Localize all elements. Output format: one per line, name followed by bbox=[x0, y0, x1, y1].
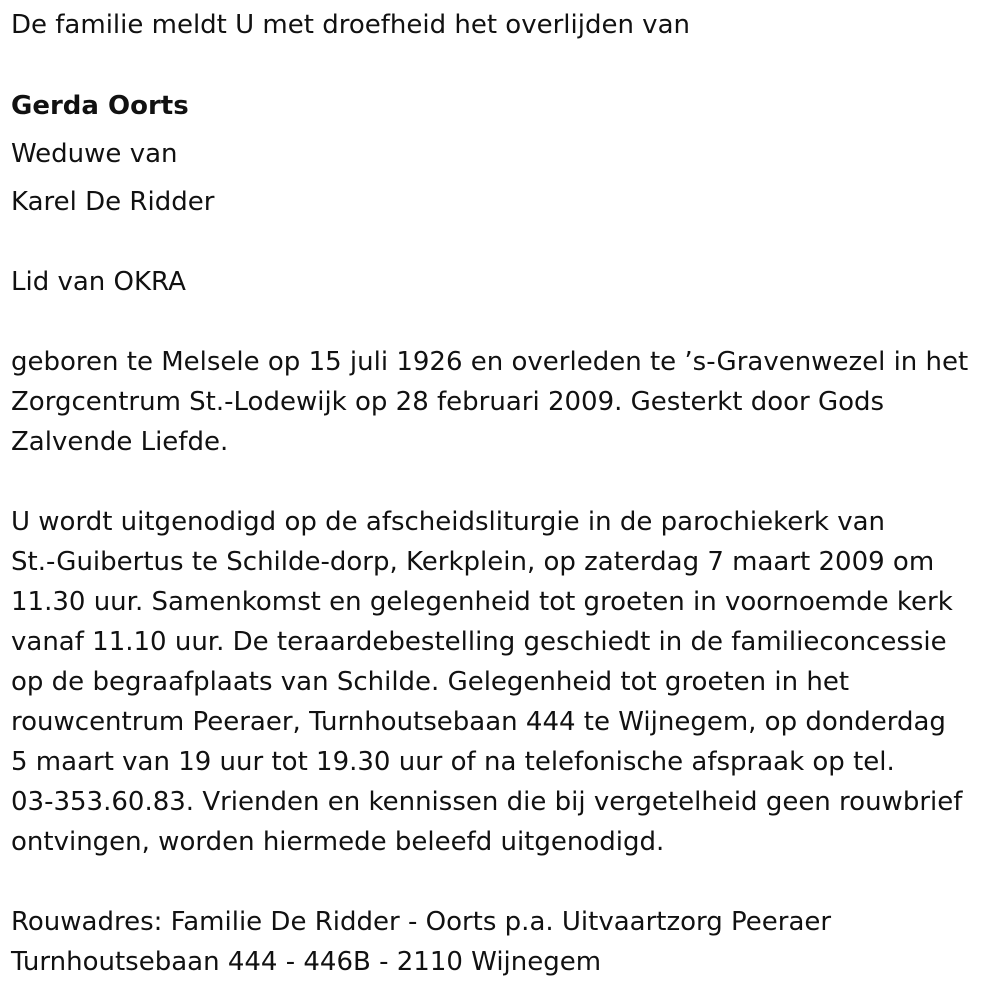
deceased-name: Gerda Oorts bbox=[11, 91, 189, 121]
spouse-name: Karel De Ridder bbox=[11, 187, 215, 217]
paragraph-line: vanaf 11.10 uur. De teraardebestelling geschiedt in de familieconcessie bbox=[11, 627, 947, 657]
address-line: Turnhoutsebaan 444 - 446B - 2110 Wijnegem bbox=[11, 947, 602, 977]
paragraph-line: ontvingen, worden hiermede beleefd uitgenodigd. bbox=[11, 827, 665, 857]
ceremony-paragraph bbox=[11, 502, 996, 862]
membership-text: Lid van OKRA bbox=[11, 267, 186, 297]
paragraph-line: St.-Guibertus te Schilde-dorp, Kerkplein, op zaterdag 7 maart 2009 om bbox=[11, 547, 935, 577]
paragraph-line: rouwcentrum Peeraer, Turnhoutsebaan 444 te Wijnegem, op donderdag bbox=[11, 707, 946, 737]
address-line: Rouwadres: Familie De Ridder - Oorts p.a. Uitvaartzorg Peeraer bbox=[11, 907, 832, 937]
paragraph-line: geboren te Melsele op 15 juli 1926 en overleden te ’s-Gravenwezel in het bbox=[11, 347, 969, 377]
address-paragraph bbox=[11, 902, 996, 982]
paragraph-line: U wordt uitgenodigd op de afscheidsliturgie in de parochiekerk van bbox=[11, 507, 886, 537]
intro-text: De familie meldt U met droefheid het overlijden van bbox=[11, 10, 690, 40]
paragraph-line: Zorgcentrum St.-Lodewijk op 28 februari 2009. Gesterkt door Gods bbox=[11, 387, 885, 417]
deceased-relation: Weduwe van bbox=[11, 139, 178, 169]
paragraph-line: op de begraafplaats van Schilde. Gelegenheid tot groeten in het bbox=[11, 667, 850, 697]
paragraph-line: 11.30 uur. Samenkomst en gelegenheid tot groeten in voornoemde kerk bbox=[11, 587, 953, 617]
paragraph-line: 03-353.60.83. Vrienden en kennissen die bij vergetelheid geen rouwbrief bbox=[11, 787, 963, 817]
paragraph-line: Zalvende Liefde. bbox=[11, 427, 229, 457]
birth-death-paragraph bbox=[11, 342, 996, 462]
paragraph-line: 5 maart van 19 uur tot 19.30 uur of na telefonische afspraak op tel. bbox=[11, 747, 895, 777]
